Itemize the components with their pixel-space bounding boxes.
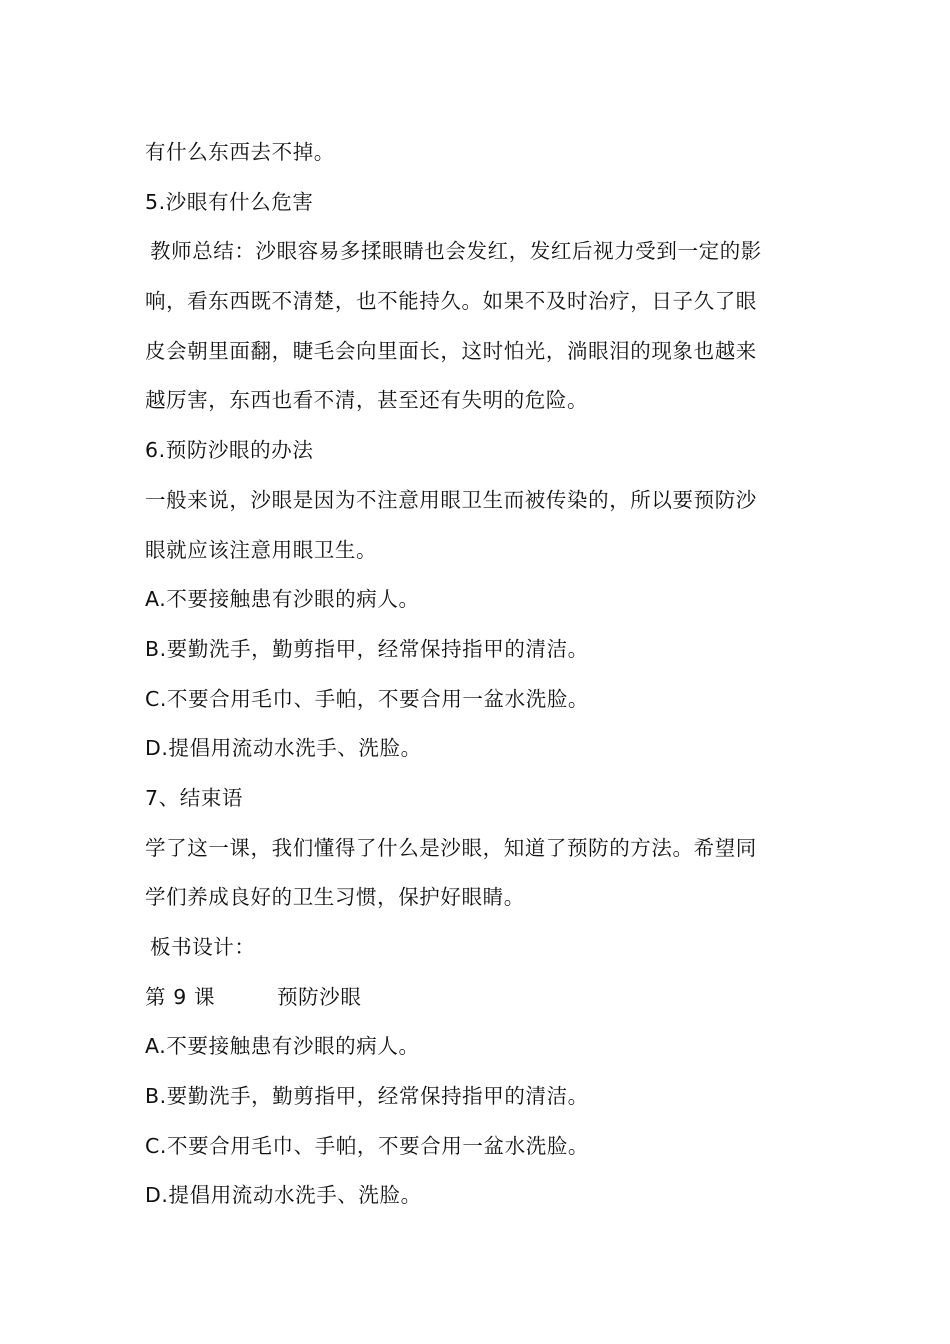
text-line: 学们养成良好的卫生习惯，保护好眼睛。: [145, 885, 525, 910]
list-item: B.要勤洗手，勤剪指甲，经常保持指甲的清洁。: [145, 636, 589, 661]
board-design-heading: 板书设计：: [150, 935, 256, 959]
text-line: 教师总结：沙眼容易多揉眼睛也会发红，发红后视力受到一定的影: [150, 239, 762, 264]
board-item: D.提倡用流动水洗手、洗脸。: [145, 1183, 422, 1208]
text-line: 响，看东西既不清楚，也不能持久。如果不及时治疗，日子久了眼: [145, 289, 757, 314]
section-heading-5: 5.沙眼有什么危害: [145, 189, 314, 214]
text-line: 有什么东西去不掉。: [145, 140, 335, 164]
text-line: 一般来说，沙眼是因为不注意用眼卫生而被传染的，所以要预防沙: [145, 487, 757, 512]
section-heading-7: 7、结束语: [145, 785, 244, 810]
text-line: 越厉害，东西也看不清，甚至还有失明的危险。: [145, 388, 589, 413]
document-body: [145, 128, 810, 1221]
board-item: A.不要接触患有沙眼的病人。: [145, 1034, 420, 1059]
board-item: B.要勤洗手，勤剪指甲，经常保持指甲的清洁。: [145, 1084, 589, 1109]
text-line: 皮会朝里面翻，睫毛会向里面长，这时怕光，淌眼泪的现象也越来: [145, 338, 757, 363]
board-title: [145, 973, 810, 1023]
text-line: 眼就应该注意用眼卫生。: [145, 537, 378, 562]
list-item: D.提倡用流动水洗手、洗脸。: [145, 736, 422, 761]
list-item: C.不要合用毛巾、手帕，不要合用一盆水洗脸。: [145, 686, 590, 711]
board-topic: 预防沙眼: [277, 984, 362, 1009]
section-heading-6: 6.预防沙眼的办法: [145, 438, 314, 463]
text-line: 学了这一课，我们懂得了什么是沙眼，知道了预防的方法。希望同: [145, 835, 757, 860]
list-item: A.不要接触患有沙眼的病人。: [145, 587, 420, 612]
board-lesson-number: 第 9 课: [145, 984, 216, 1009]
board-item: C.不要合用毛巾、手帕，不要合用一盆水洗脸。: [145, 1133, 590, 1158]
